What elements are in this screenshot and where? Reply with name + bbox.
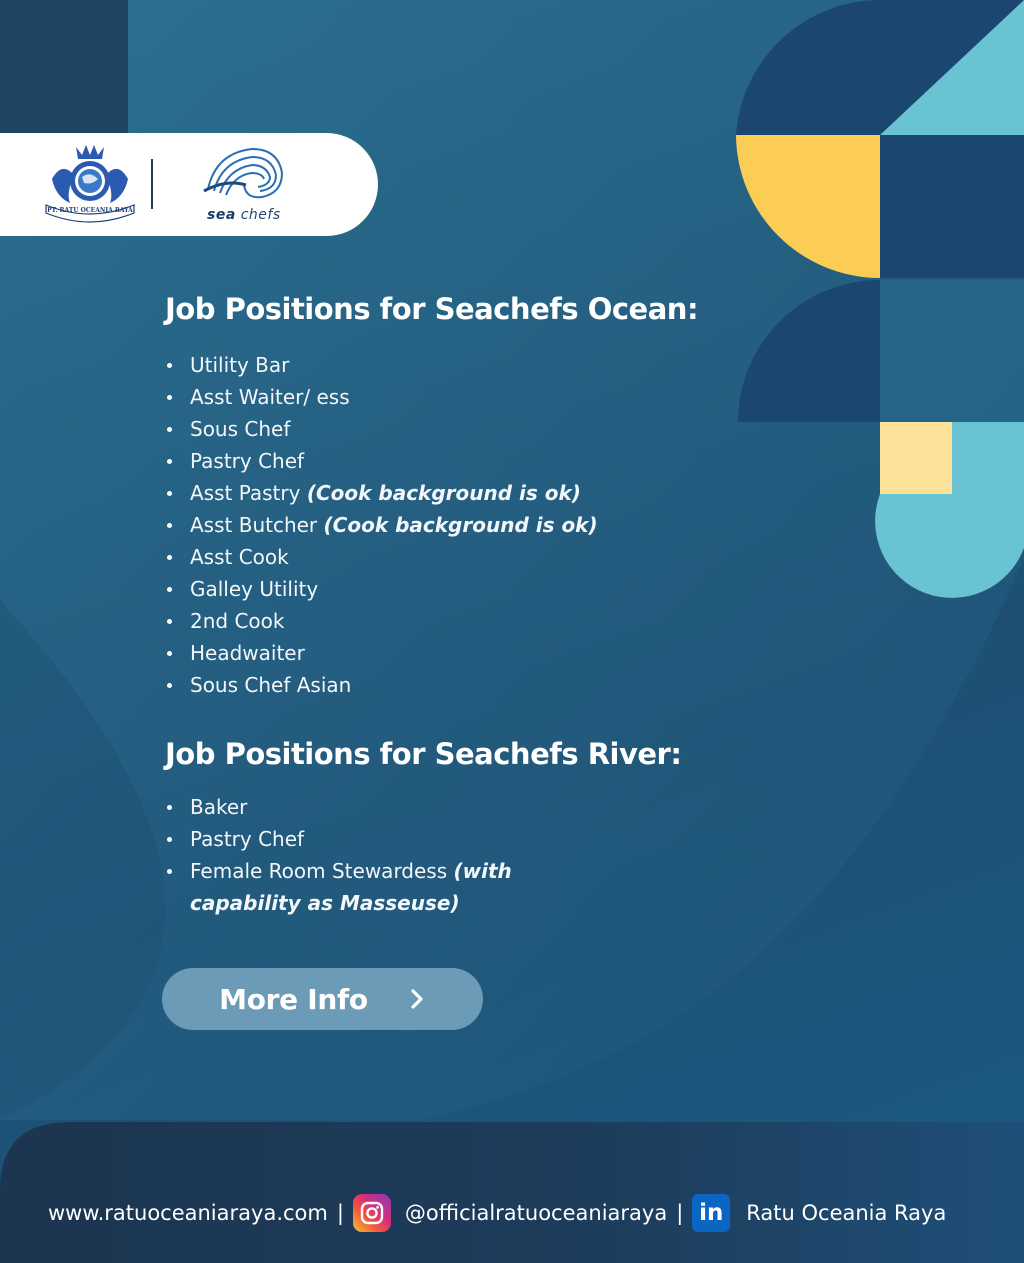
job-item bbox=[165, 791, 520, 823]
ratu-oceania-raya-logo bbox=[42, 141, 138, 227]
job-item bbox=[165, 637, 598, 669]
section-title-ocean: Job Positions for Seachefs Ocean: bbox=[165, 292, 699, 326]
job-label: Headwaiter bbox=[190, 641, 305, 665]
job-label: Galley Utility bbox=[190, 577, 319, 601]
job-list-ocean bbox=[165, 349, 598, 701]
instagram-handle[interactable]: @officialratuoceaniaraya bbox=[404, 1201, 668, 1225]
section-title-river: Job Positions for Seachefs River: bbox=[165, 737, 682, 771]
job-label: Pastry Chef bbox=[190, 827, 305, 851]
job-label: Baker bbox=[190, 795, 248, 819]
logo-banner bbox=[0, 133, 378, 236]
job-item bbox=[165, 477, 598, 509]
job-label: Asst Waiter/ ess bbox=[190, 385, 350, 409]
ratu-ribbon-text: PT. RATU OCEANIA RAYA bbox=[47, 207, 133, 214]
job-item bbox=[165, 823, 520, 855]
job-item bbox=[165, 541, 598, 573]
job-note: (Cook background is ok) bbox=[306, 481, 581, 505]
job-label: Utility Bar bbox=[190, 353, 290, 377]
job-item bbox=[165, 413, 598, 445]
job-label: Asst Cook bbox=[190, 545, 289, 569]
job-label: Asst Butcher bbox=[190, 513, 324, 537]
job-note: (with capability as Masseuse) bbox=[190, 859, 512, 915]
job-item bbox=[165, 855, 520, 919]
footer-contacts bbox=[48, 1192, 946, 1234]
job-item bbox=[165, 573, 598, 605]
linkedin-icon[interactable]: in bbox=[692, 1194, 730, 1232]
logo-divider bbox=[151, 159, 153, 209]
more-info-label: More Info bbox=[219, 982, 368, 1016]
job-label: Asst Pastry bbox=[190, 481, 307, 505]
footer-separator: | bbox=[676, 1201, 684, 1225]
more-info-button[interactable] bbox=[162, 968, 483, 1030]
job-item bbox=[165, 349, 598, 381]
job-label: Female Room Stewardess bbox=[190, 859, 454, 883]
job-label: Pastry Chef bbox=[190, 449, 305, 473]
job-label: Sous Chef Asian bbox=[190, 673, 352, 697]
job-item bbox=[165, 509, 598, 541]
job-item bbox=[165, 669, 598, 701]
website-link[interactable]: www.ratuoceaniaraya.com bbox=[48, 1201, 328, 1225]
job-item bbox=[165, 381, 598, 413]
chevron-right-icon bbox=[408, 988, 426, 1010]
job-label: Sous Chef bbox=[190, 417, 291, 441]
job-item bbox=[165, 605, 598, 637]
job-item bbox=[165, 445, 598, 477]
footer-separator: | bbox=[336, 1201, 344, 1225]
job-list-river bbox=[165, 791, 520, 919]
job-label: 2nd Cook bbox=[190, 609, 285, 633]
seachefs-wordmark: sea chefs bbox=[207, 207, 281, 223]
instagram-icon[interactable] bbox=[353, 1194, 391, 1232]
linkedin-name[interactable]: Ratu Oceania Raya bbox=[746, 1201, 947, 1225]
job-note: (Cook background is ok) bbox=[323, 513, 598, 537]
